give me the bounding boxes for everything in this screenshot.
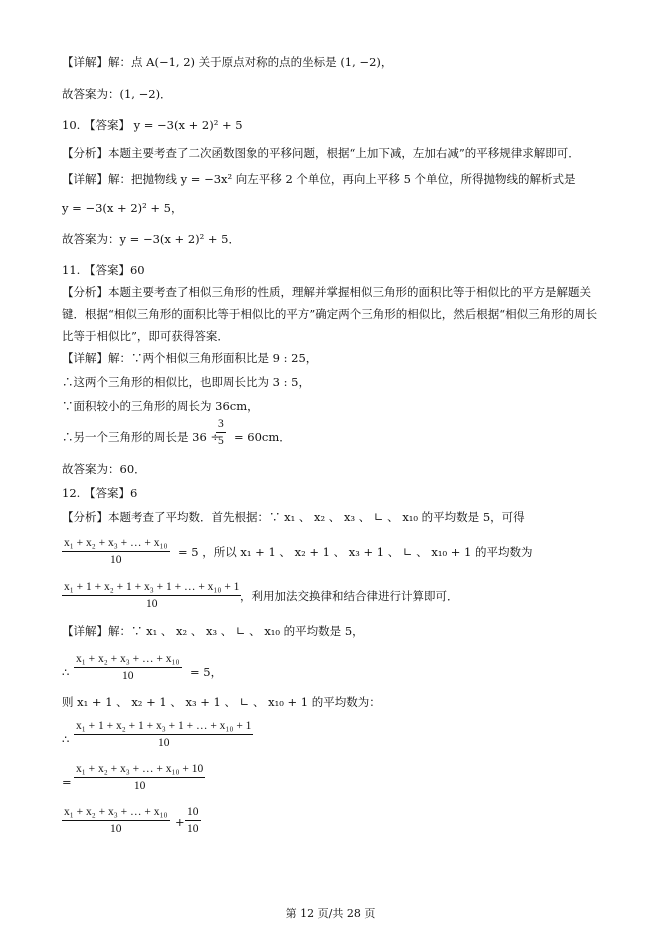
line-q11-detail-2: ∴这两个三角形的相似比，也即周长比为 3 : 5， bbox=[62, 375, 310, 389]
fraction-sum-x bbox=[62, 536, 170, 568]
fraction-numerator: 3 bbox=[216, 417, 226, 433]
line-q12-detail-2a: ∴ bbox=[62, 665, 70, 679]
fraction-numerator: x₁ + 1 + x₂ + 1 + x₃ + 1 + … + x₁₀ + 1 bbox=[62, 580, 241, 596]
fraction-sum-x-plus-1-2 bbox=[74, 719, 253, 751]
fraction-denominator: 10 bbox=[187, 823, 199, 835]
fraction-denominator: 10 bbox=[145, 598, 158, 610]
page-footer: 第 12 页/共 28 页 bbox=[285, 907, 376, 920]
line-q11-final: 故答案为：60． bbox=[62, 462, 146, 476]
line-q10-analysis: 【分析】本题主要考查了二次函数图象的平移问题，根据“上加下减，左加右减”的平移规律求解即可． bbox=[62, 146, 580, 160]
fraction-numerator: x₁ + 1 + x₂ + 1 + x₃ + 1 + … + x₁₀ + 1 bbox=[74, 719, 253, 735]
fraction-sum-x-plus-10 bbox=[74, 762, 205, 794]
line-q12-detail-4a: ∴ bbox=[62, 732, 70, 746]
line-q10-final: 故答案为：y = −3(x + 2)² + 5． bbox=[62, 232, 240, 246]
fraction-denominator: 10 bbox=[110, 823, 122, 835]
fraction-denominator: 10 bbox=[110, 554, 122, 566]
line-q10-detail: 【详解】解：把抛物线 y = −3x² 向左平移 2 个单位，再向上平移 5 个单位，所得抛物线的解析式是 bbox=[62, 172, 576, 186]
fraction-sum-x-3 bbox=[62, 805, 170, 837]
line-q12-detail-2b: = 5， bbox=[190, 665, 223, 679]
line-q12-analysis: 【分析】本题考查了平均数．首先根据：∵ x₁ 、 x₂ 、 x₃ 、 ∟ 、 x₁₀ 的平均数是 5，可得 bbox=[62, 510, 525, 524]
line-q11-detail-3: ∵面积较小的三角形的周长为 36cm， bbox=[62, 399, 259, 413]
fraction-sum-x-2 bbox=[74, 652, 182, 684]
fraction-3-over-5 bbox=[216, 417, 226, 449]
line-q11-answer: 11. 【答案】60 bbox=[62, 263, 145, 277]
fraction-denominator: 10 bbox=[122, 670, 134, 682]
line-q10-answer: 10. 【答案】 y = −3(x + 2)² + 5 bbox=[62, 118, 243, 132]
fraction-denominator: 5 bbox=[218, 435, 224, 447]
line-q12-detail-5a: = bbox=[62, 775, 72, 789]
line-q11-detail-4a: ∴另一个三角形的周长是 36 ÷ bbox=[62, 430, 221, 444]
fraction-numerator: x₁ + x₂ + x₃ + … + x₁₀ + 10 bbox=[74, 762, 205, 778]
fraction-numerator: x₁ + x₂ + x₃ + … + x₁₀ bbox=[74, 652, 182, 668]
line-q12-analysis-2: = 5 ，所以 x₁ + 1 、 x₂ + 1 、 x₃ + 1 、 ∟ 、 x₁₀ + 1 的平均数为 bbox=[178, 545, 533, 559]
line-q11-detail-4b: = 60cm． bbox=[234, 430, 291, 444]
fraction-10-over-10 bbox=[185, 805, 201, 837]
fraction-denominator: 10 bbox=[133, 780, 146, 792]
fraction-numerator: x₁ + x₂ + x₃ + … + x₁₀ bbox=[62, 536, 170, 552]
line-q10-formula: y = −3(x + 2)² + 5， bbox=[62, 201, 183, 215]
line-q11-detail-1: 【详解】解：∵两个相似三角形面积比是 9 : 25， bbox=[62, 351, 318, 365]
line-answer-a: 故答案为：(1, −2)． bbox=[62, 87, 172, 101]
line-q12-detail-3: 则 x₁ + 1 、 x₂ + 1 、 x₃ + 1 、 ∟ 、 x₁₀ + 1 的平均数为： bbox=[62, 695, 381, 709]
fraction-denominator: 10 bbox=[157, 737, 170, 749]
plus-sign: + bbox=[175, 815, 185, 829]
fraction-numerator: 10 bbox=[185, 805, 201, 821]
fraction-sum-x-plus-1 bbox=[62, 580, 241, 612]
fraction-numerator: x₁ + x₂ + x₃ + … + x₁₀ bbox=[62, 805, 170, 821]
line-q12-detail-1: 【详解】解：∵ x₁ 、 x₂ 、 x₃ 、 ∟ 、 x₁₀ 的平均数是 5， bbox=[62, 624, 364, 638]
line-q12-analysis-3: ，利用加法交换律和结合律进行计算即可． bbox=[240, 589, 459, 603]
paragraph-q11-analysis: 【分析】本题主要考查了相似三角形的性质，理解并掌握相似三角形的面积比等于相似比的平方是解题关键．根据“相似三角形的面积比等于相似比的平方”确定两个三角形的相似比，然后根据“相似三角形的周长比等于相似比”，即可获得答案． bbox=[62, 285, 598, 343]
line-detail-a: 【详解】解：点 A(−1, 2) 关于原点对称的点的坐标是 (1, −2)， bbox=[62, 55, 393, 69]
line-q12-answer: 12. 【答案】6 bbox=[62, 486, 138, 500]
